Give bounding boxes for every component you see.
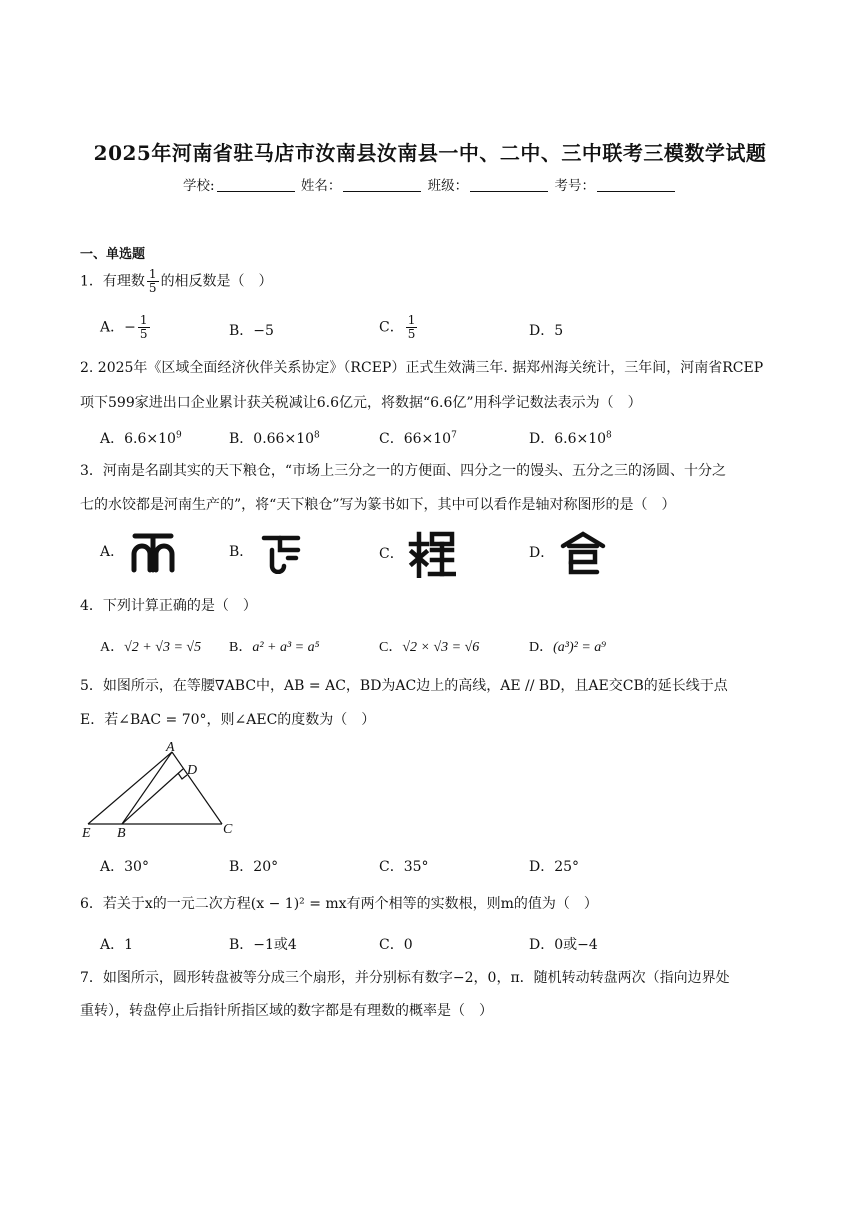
exam-no-blank[interactable] (597, 179, 675, 192)
frac-den: 5 (407, 327, 416, 341)
option-base: 0.66×10 (253, 431, 315, 447)
option-label: C． (379, 546, 404, 562)
option-fraction (406, 314, 418, 341)
school-blank[interactable] (217, 179, 295, 192)
q1-option-b[interactable] (229, 320, 274, 340)
option-base: 6.6×10 (124, 431, 176, 447)
option-sign: − (124, 319, 136, 336)
q6-option-b[interactable] (229, 934, 297, 954)
option-label: D． (529, 937, 555, 953)
school-label: 学校: (183, 178, 215, 194)
name-blank[interactable] (343, 179, 421, 192)
option-label: C． (379, 640, 403, 655)
option-label: B． (229, 544, 254, 560)
q3-option-d[interactable] (529, 530, 607, 576)
class-label: 班级： (427, 178, 469, 194)
question-5-line-1: 5．如图所示，在等腰∇ABC中，AB = AC，BD为AC边上的高线，AE // BD，且AE交CB的延长线于点 (80, 678, 728, 694)
q4-option-d[interactable] (529, 636, 606, 656)
name-label: 姓名： (300, 178, 342, 194)
question-2-line-1: 2. 2025年《区域全面经济伙伴关系协定》（RCEP）正式生效满三年. 据郑州海关统计，三年间，河南省RCEP (80, 360, 764, 376)
q5-option-b[interactable] (229, 856, 278, 876)
q1-prefix: 1．有理数 (80, 273, 145, 290)
option-label: B． (229, 323, 254, 339)
option-label: B． (229, 937, 254, 953)
option-label: D． (529, 545, 555, 561)
point-label-a: A (166, 740, 175, 755)
q4-option-a[interactable] (100, 636, 201, 656)
segment-bd (122, 769, 183, 824)
question-1-stem (80, 268, 273, 295)
option-exponent: 8 (314, 430, 320, 441)
right-angle-mark (178, 773, 187, 779)
q5-option-d[interactable] (529, 856, 579, 876)
point-label-b: B (117, 826, 126, 840)
option-label: C． (379, 937, 404, 953)
option-expression: √2 × √3 = √6 (402, 640, 480, 655)
q4-option-b[interactable] (229, 636, 320, 656)
option-label: A． (100, 544, 125, 560)
option-label: D． (529, 431, 555, 447)
option-label: D． (529, 640, 554, 655)
point-label-c: C (223, 822, 233, 837)
q4-option-c[interactable] (379, 636, 479, 656)
option-label: A． (100, 937, 125, 953)
option-exponent: 8 (606, 430, 612, 441)
question-7-line-2: 重转），转盘停止后指针所指区域的数字都是有理数的概率是（ ） (80, 1003, 493, 1019)
question-3-line-2: 七的水饺都是河南生产的”，将“天下粮仓”写为篆书如下，其中可以看作是轴对称图形的是（ ） (80, 497, 676, 513)
frac-num: 1 (407, 313, 416, 327)
option-label: A． (100, 640, 125, 655)
option-value: 20° (253, 859, 279, 875)
q1-option-c[interactable] (379, 314, 419, 341)
option-label: B． (229, 859, 254, 875)
class-blank[interactable] (470, 179, 548, 192)
q6-option-d[interactable] (529, 934, 598, 954)
option-value: 35° (403, 859, 429, 875)
option-expression: a² + a³ = a⁵ (252, 640, 320, 655)
frac-den: 5 (139, 327, 148, 341)
option-exponent: 7 (451, 430, 457, 441)
option-fraction (138, 314, 150, 341)
option-exponent: 9 (175, 430, 182, 441)
option-label: D． (529, 859, 555, 875)
point-label-e: E (82, 826, 91, 840)
q1-suffix: 的相反数是（ ） (160, 273, 273, 290)
q1-fraction (147, 268, 159, 295)
exam-title: 2025年河南省驻马店市汝南县汝南县一中、二中、三中联考三模数学试题 (93, 141, 767, 165)
question-4-stem: 4．下列计算正确的是（ ） (80, 598, 257, 614)
seal-script-cang-glyph (559, 530, 607, 576)
frac-num: 1 (148, 267, 157, 281)
q6-option-a[interactable] (100, 934, 133, 954)
option-label: A． (100, 431, 125, 447)
option-label: A． (100, 319, 125, 336)
frac-num: 1 (139, 313, 148, 327)
option-label: C． (379, 431, 404, 447)
option-value: 0 (403, 937, 413, 953)
q1-option-d[interactable] (529, 320, 563, 340)
option-value: −1或4 (253, 937, 297, 953)
option-label: B． (229, 640, 253, 655)
option-base: 6.6×10 (554, 431, 607, 447)
q2-option-c[interactable] (379, 428, 457, 448)
option-base: 66×10 (403, 431, 452, 447)
option-value: 1 (124, 937, 134, 953)
exam-no-label: 考号： (554, 178, 595, 194)
seal-script-xia-glyph (258, 530, 304, 574)
triangle-figure (76, 738, 246, 840)
option-value: 5 (554, 323, 564, 339)
q6-option-c[interactable] (379, 934, 413, 954)
seal-script-liang-glyph (408, 530, 456, 578)
option-label: C． (379, 859, 404, 875)
q2-option-b[interactable] (229, 428, 320, 448)
q2-option-d[interactable] (529, 428, 612, 448)
q1-option-a[interactable] (100, 314, 152, 341)
question-3-line-1: 3．河南是名副其实的天下粮仓，“市场上三分之一的方便面、四分之一的馒头、五分之三的汤圆、十分之 (80, 463, 727, 479)
option-label: D． (529, 323, 555, 339)
option-label: A． (100, 859, 125, 875)
q5-option-c[interactable] (379, 856, 429, 876)
section-heading: 一、单选题 (80, 247, 146, 262)
question-6-stem: 6．若关于x的一元二次方程(x − 1)² = mx有两个相等的实数根，则m的值为（ ） (80, 896, 598, 912)
q3-option-a[interactable] (100, 530, 177, 574)
question-2-line-2: 项下599家进出口企业累计获关税减让6.6亿元，将数据“6.6亿”用科学记数法表示为（ ） (80, 395, 642, 411)
point-label-d: D (187, 763, 198, 778)
option-expression: √2 + √3 = √5 (124, 640, 202, 655)
q3-option-b[interactable] (229, 530, 304, 574)
option-value: −5 (253, 323, 274, 339)
student-info-line (0, 174, 860, 194)
q3-option-c[interactable] (379, 530, 456, 578)
seal-script-tian-glyph (129, 530, 177, 574)
option-label: B． (229, 431, 254, 447)
option-label: C． (379, 319, 404, 336)
question-7-line-1: 7．如图所示，圆形转盘被等分成三个扇形，并分别标有数字−2，0，π．随机转动转盘两次（指向边界处 (80, 970, 730, 986)
q5-option-a[interactable] (100, 856, 149, 876)
option-value: 30° (124, 859, 149, 875)
option-value: 25° (554, 859, 580, 875)
frac-den: 5 (148, 281, 157, 295)
option-expression: (a³)² = a⁹ (553, 640, 607, 655)
option-value: 0或−4 (554, 937, 598, 953)
q2-option-a[interactable] (100, 428, 182, 448)
question-5-line-2: E．若∠BAC = 70°，则∠AEC的度数为（ ） (80, 712, 376, 728)
